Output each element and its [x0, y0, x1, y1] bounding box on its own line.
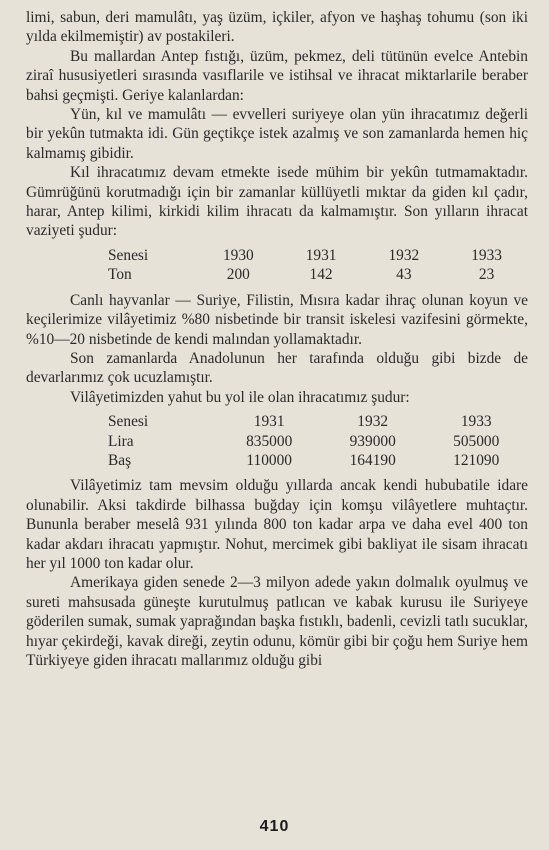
- page-number: 410: [259, 818, 290, 835]
- table-row: [108, 246, 528, 265]
- paragraph-exports-overview: Bu mallardan Antep fıstığı, üzüm, pekmez, deli tütünün evelce Antebin ziraî hususiyetleri sırasında vasıflarile ve istihsal ve ihracat miktarlarile beraber bahsi geçmişti. Geriye kalanlardan:: [26, 47, 528, 104]
- table-cell: 110000: [246, 451, 292, 469]
- paragraph-other-exports: Amerikaya giden senede 2—3 milyon adede yakın dolmalık oyulmuş ve sureti mahsusada güneşte kurutulmuş patlıcan ve kabak kurusu ile Suriyeye göderilen sumak, sumak yaprağından başka fıstıklı, badenli, cevizli tatlı sucuklar, hıyar çekirdeği, kavak direği, zeytin odunu, kömür gibi bir çoğu hem Suriye hem Türkiyeye giden ihracatı mallarımız olduğu gibi: [26, 574, 528, 669]
- table-cell: 142: [309, 266, 333, 284]
- table-cell: Ton: [108, 266, 132, 284]
- paragraph-cereals: Vilâyetimiz tam mevsim olduğu yıllarda ancak kendi hububatile idare olunabilir. Aksi takdirde bilhassa buğday için komşu vilâyetlere muhtaçtır. Bununla beraber meselâ 931 yılında 800 ton kadar arpa ve daha evel 400 ton kadar akdarı ihracatı yapmıştır. Nohut, mercimek gibi bakliyat ile sisam ihracatı her yıl 1000 ton kadar olur.: [26, 477, 528, 572]
- table-cell: 23: [478, 266, 495, 284]
- table-header-cell: 1931: [253, 413, 285, 431]
- table-row: [108, 432, 528, 451]
- table-row: [108, 412, 528, 431]
- livestock-export-table: [108, 412, 528, 470]
- goat-hair-export-table: [108, 246, 528, 285]
- paragraph-livestock: Canlı hayvanlar — Suriye, Filistin, Mısıra kadar ihraç olunan koyun ve keçilerimize vilâyetimiz %80 nisbetinde bir transit iskelesi vazifesini görmekte, %10—20 nisbetinde de kendi malından yollamaktadır.: [26, 291, 528, 348]
- table-header-cell: 1932: [388, 246, 420, 264]
- paragraph-goat-hair: Kıl ihracatımız devam etmekte isede mühim bir yekûn tutmamaktadır. Gümrüğünü korutmadığı için bir zamanlar küllüyetli mıktar da giden kıl çadır, harar, Antep kilimi, kirkidi kilim ihracatı da kalmamıştır. Son yılların ihracat vaziyeti şudur:: [26, 164, 528, 240]
- table-row: [108, 265, 528, 284]
- table-header-cell: 1933: [460, 413, 492, 431]
- table-cell: 43: [396, 266, 412, 284]
- table-header-cell: Senesi: [108, 246, 149, 264]
- paragraph-continuation: limi, sabun, deri mamulâtı, yaş üzüm, içkiler, afyon ve haşhaş tohumu (son iki yılda ekilmemiştir) av postakileri.: [26, 9, 528, 46]
- paragraph-wool: Yün, kıl ve mamulâtı — evvelleri suriyeye olan yün ihracatımız değerli bir yekûn tutmakta idi. Gün geçtikçe istek azalmış ve son zamanlarda hemen hiç kalmamış gibidir.: [26, 106, 528, 162]
- table-cell: 505000: [453, 432, 500, 450]
- table-cell: Baş: [108, 451, 132, 469]
- table-cell: 121090: [453, 451, 500, 469]
- table-cell: 200: [226, 266, 250, 284]
- table-header-cell: 1931: [305, 246, 337, 264]
- paragraph-exports-intro: Vilâyetimizden yahut bu yol ile olan ihracatımız şudur:: [70, 388, 410, 406]
- table-cell: Lira: [108, 432, 134, 450]
- table-cell: 939000: [349, 432, 396, 450]
- table-cell: 835000: [246, 432, 293, 450]
- table-header-cell: 1932: [357, 413, 389, 431]
- table-header-cell: 1930: [222, 246, 254, 264]
- table-row: [108, 451, 528, 470]
- table-cell: 164190: [349, 451, 396, 469]
- table-header-cell: 1933: [471, 246, 502, 264]
- body-text: [26, 8, 528, 670]
- paragraph-prices: Son zamanlarda Anadolunun her tarafında olduğu gibi bizde de devarlarımız çok ucuzlamıştır.: [26, 349, 528, 387]
- table-header-cell: Senesi: [108, 413, 149, 431]
